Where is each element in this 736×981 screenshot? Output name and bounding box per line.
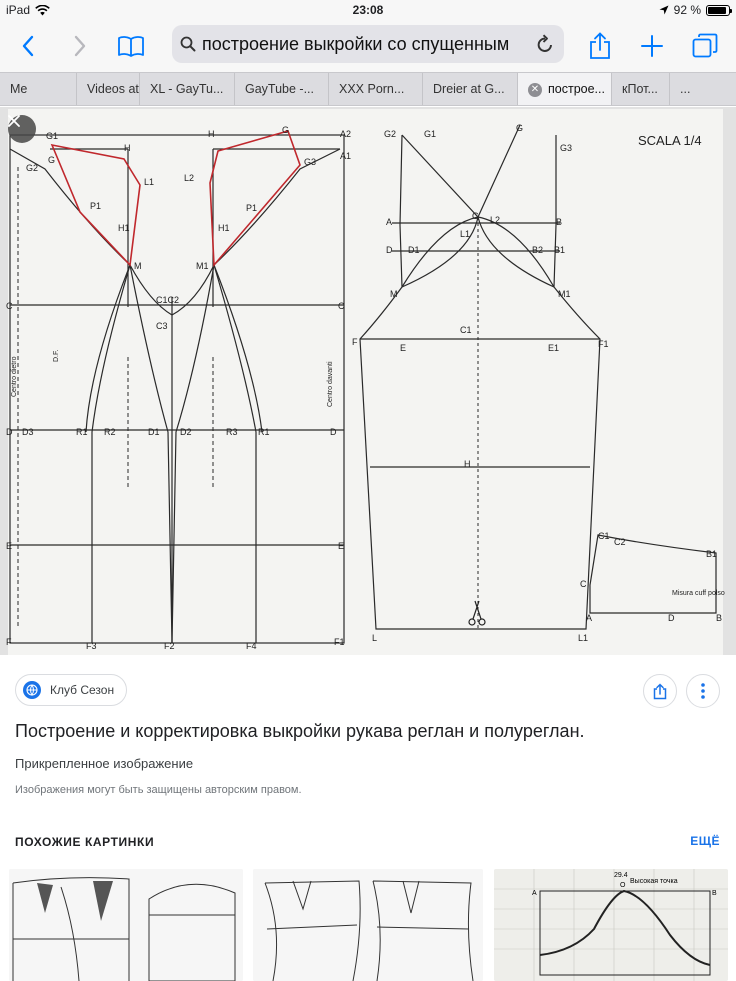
new-tab-button[interactable] (636, 30, 668, 62)
svg-text:R1: R1 (258, 427, 270, 437)
svg-text:L2: L2 (490, 215, 501, 225)
svg-text:M: M (390, 289, 398, 299)
df-label: D.F. (53, 349, 60, 362)
svg-text:A: A (586, 613, 593, 623)
device-name: iPad (6, 3, 31, 17)
address-bar[interactable] (172, 25, 564, 63)
svg-text:L: L (372, 633, 378, 643)
status-bar (0, 0, 736, 20)
svg-text:F1: F1 (334, 637, 345, 647)
svg-text:F: F (6, 637, 12, 647)
tabs-overview-button[interactable] (689, 30, 721, 62)
search-icon (180, 36, 196, 52)
chevron-left-icon (21, 35, 35, 57)
center-back-label: Centro dietro (11, 356, 18, 397)
tab-label: построе... (548, 82, 605, 96)
battery-level (708, 7, 726, 14)
more-options-button[interactable] (686, 674, 720, 708)
search-query: построение выкройки со спущенным (202, 33, 510, 54)
source-name: Клуб Сезон (50, 683, 115, 697)
svg-text:G1: G1 (424, 129, 437, 139)
svg-text:C: C (338, 301, 345, 311)
svg-text:A2: A2 (340, 129, 352, 139)
battery-percent: 92 % (673, 3, 701, 17)
reload-icon[interactable] (536, 34, 554, 54)
svg-text:F1: F1 (598, 339, 609, 349)
similar-images-heading: ПОХОЖИЕ КАРТИНКИ (15, 835, 155, 849)
tab-label: GayTube -... (245, 82, 315, 96)
svg-text:B1: B1 (706, 549, 718, 559)
svg-text:L1: L1 (578, 633, 589, 643)
status-time: 23:08 (352, 3, 384, 17)
tab-label: XL - GayTu... (150, 82, 224, 96)
svg-text:B: B (556, 217, 563, 227)
svg-text:R2: R2 (104, 427, 116, 437)
svg-text:F4: F4 (246, 641, 257, 651)
share-button[interactable] (584, 30, 616, 62)
svg-text:D2: D2 (180, 427, 192, 437)
tab-9[interactable] (670, 73, 736, 105)
raglan-pattern-drawing (0, 107, 736, 655)
more-vertical-icon (701, 683, 705, 699)
more-similar-link[interactable]: ЕЩЁ (690, 834, 720, 848)
svg-text:D: D (330, 427, 337, 437)
browser-toolbar (0, 20, 736, 72)
svg-text:E: E (338, 541, 345, 551)
svg-text:A: A (386, 217, 393, 227)
thumb-dimension: 29.4 (614, 872, 628, 879)
tab-6[interactable] (423, 73, 518, 105)
location-arrow-icon (659, 5, 669, 15)
svg-text:H: H (464, 459, 471, 469)
chevron-right-icon (73, 35, 87, 57)
image-title[interactable]: Построение и корректировка выкройки рукава реглан и полуреглан. (15, 721, 585, 741)
svg-text:B: B (716, 613, 723, 623)
svg-text:C1: C1 (460, 325, 472, 335)
svg-text:H1: H1 (118, 223, 130, 233)
tab-strip (0, 72, 736, 106)
svg-text:D: D (6, 427, 13, 437)
svg-text:D: D (386, 245, 393, 255)
svg-text:G2: G2 (384, 129, 397, 139)
svg-text:H1: H1 (218, 223, 230, 233)
svg-text:C: C (6, 301, 13, 311)
svg-text:M1: M1 (196, 261, 209, 271)
svg-text:D1: D1 (148, 427, 160, 437)
svg-text:E: E (400, 343, 407, 353)
svg-text:D1: D1 (408, 245, 420, 255)
share-result-button[interactable] (643, 674, 677, 708)
tabs-icon (692, 33, 718, 59)
copyright-notice: Изображения могут быть защищены авторским правом. (15, 784, 302, 796)
svg-text:F: F (352, 337, 358, 347)
svg-text:C2: C2 (614, 537, 626, 547)
tab-active[interactable] (518, 73, 612, 105)
svg-text:C: C (580, 579, 587, 589)
tab-label: ... (680, 82, 691, 96)
bookmarks-button[interactable] (113, 30, 149, 62)
thumb-point-b: B (712, 890, 717, 897)
image-subtitle: Прикрепленное изображение (15, 756, 194, 771)
svg-text:C1: C1 (598, 531, 610, 541)
svg-text:R3: R3 (226, 427, 238, 437)
svg-text:G3: G3 (304, 157, 317, 167)
tab-5[interactable] (329, 73, 423, 105)
svg-text:G: G (516, 123, 524, 133)
tab-label: XXX Porn... (339, 82, 405, 96)
svg-text:D3: D3 (22, 427, 34, 437)
svg-text:L2: L2 (184, 173, 195, 183)
tab-4[interactable] (235, 73, 329, 105)
svg-text:G: G (48, 155, 56, 165)
share-icon (653, 683, 667, 700)
similar-image-thumb[interactable] (253, 869, 483, 981)
tab-label: кПот... (622, 82, 658, 96)
svg-text:G2: G2 (26, 163, 39, 173)
svg-text:F3: F3 (86, 641, 97, 651)
svg-text:B2: B2 (532, 245, 544, 255)
svg-text:R1: R1 (76, 427, 88, 437)
tab-8[interactable] (612, 73, 670, 105)
svg-text:E: E (6, 541, 13, 551)
cuff-note: Misura cuff polso (672, 590, 725, 597)
pattern-thumbnail (9, 869, 243, 981)
svg-text:C3: C3 (156, 321, 168, 331)
forward-button[interactable] (64, 30, 96, 62)
svg-text:M1: M1 (558, 289, 571, 299)
battery-icon (706, 5, 730, 16)
similar-image-thumb[interactable] (9, 869, 243, 981)
svg-text:P1: P1 (90, 201, 102, 211)
tab-2[interactable] (77, 73, 140, 105)
similar-image-thumb[interactable] (494, 869, 728, 981)
svg-text:M: M (134, 261, 142, 271)
thumb-point-a: A (532, 890, 537, 897)
center-front-label: Centro davanti (327, 361, 334, 407)
tab-3[interactable] (140, 73, 235, 105)
svg-text:L1: L1 (460, 229, 471, 239)
svg-text:C1C2: C1C2 (156, 295, 180, 305)
pattern-thumbnail (253, 869, 483, 981)
close-image-button[interactable] (8, 115, 36, 143)
source-chip[interactable] (15, 674, 127, 706)
svg-text:F2: F2 (164, 641, 175, 651)
svg-text:H: H (124, 143, 131, 153)
tab-label: Videos at (87, 82, 139, 96)
image-info-panel (0, 655, 736, 981)
svg-text:B1: B1 (554, 245, 566, 255)
svg-text:G3: G3 (560, 143, 573, 153)
scale-label: SCALA 1/4 (638, 133, 702, 148)
thumb-point-o: O (620, 882, 626, 889)
share-icon (589, 32, 611, 60)
svg-text:G: G (282, 125, 290, 135)
close-tab-icon[interactable]: ✕ (528, 83, 542, 97)
close-icon (8, 115, 20, 127)
back-button[interactable] (12, 30, 44, 62)
pattern-thumbnail (494, 869, 728, 981)
svg-text:C: C (472, 211, 479, 221)
svg-text:H: H (208, 129, 215, 139)
tab-label: Me (10, 82, 28, 96)
svg-text:P1: P1 (246, 203, 258, 213)
svg-text:E1: E1 (548, 343, 560, 353)
tab-1[interactable] (0, 73, 77, 105)
svg-text:G1: G1 (46, 131, 59, 141)
tab-label: Dreier at G... (433, 82, 505, 96)
svg-text:L1: L1 (144, 177, 155, 187)
globe-icon (23, 681, 41, 699)
book-icon (117, 35, 145, 57)
svg-text:A1: A1 (340, 151, 352, 161)
thumb-high-point: Высокая точка (630, 878, 678, 885)
plus-icon (641, 35, 663, 57)
pattern-image[interactable] (0, 107, 736, 655)
svg-text:D: D (668, 613, 675, 623)
